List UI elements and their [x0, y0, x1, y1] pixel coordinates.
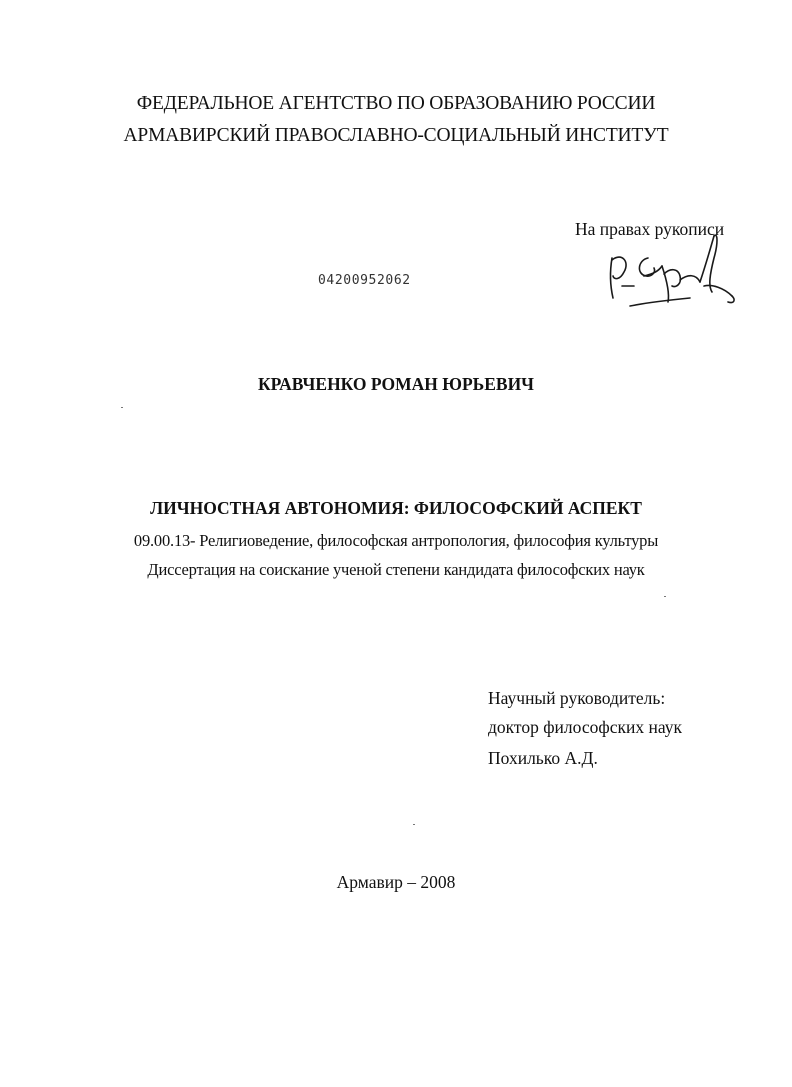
agency-name: ФЕДЕРАЛЬНОЕ АГЕНТСТВО ПО ОБРАЗОВАНИЮ РОССИИ [136, 93, 656, 114]
supervisor-label: Научный руководитель: [488, 688, 666, 708]
institute-name: АРМАВИРСКИЙ ПРАВОСЛАВНО-СОЦИАЛЬНЫЙ ИНСТИТУТ [123, 125, 669, 146]
scan-speck [121, 407, 123, 408]
supervisor-name: Похилько А.Д. [488, 748, 598, 768]
scan-speck [413, 824, 415, 825]
city-year: Армавир – 2008 [336, 872, 456, 892]
author-signature [600, 230, 745, 310]
thesis-title: ЛИЧНОСТНАЯ АВТОНОМИЯ: ФИЛОСОФСКИЙ АСПЕКТ [150, 498, 642, 518]
manuscript-rights-note: На правах рукописи [575, 219, 725, 239]
thesis-degree: Диссертация на соискание ученой степени кандидата философских наук [147, 560, 645, 579]
scan-speck [664, 596, 666, 597]
thesis-specialty: 09.00.13- Религиоведение, философская антропология, философия культуры [133, 531, 659, 550]
supervisor-degree: доктор философских наук [488, 717, 682, 737]
catalog-number: 04200952062 [318, 273, 411, 288]
author-name: КРАВЧЕНКО РОМАН ЮРЬЕВИЧ [257, 374, 535, 394]
